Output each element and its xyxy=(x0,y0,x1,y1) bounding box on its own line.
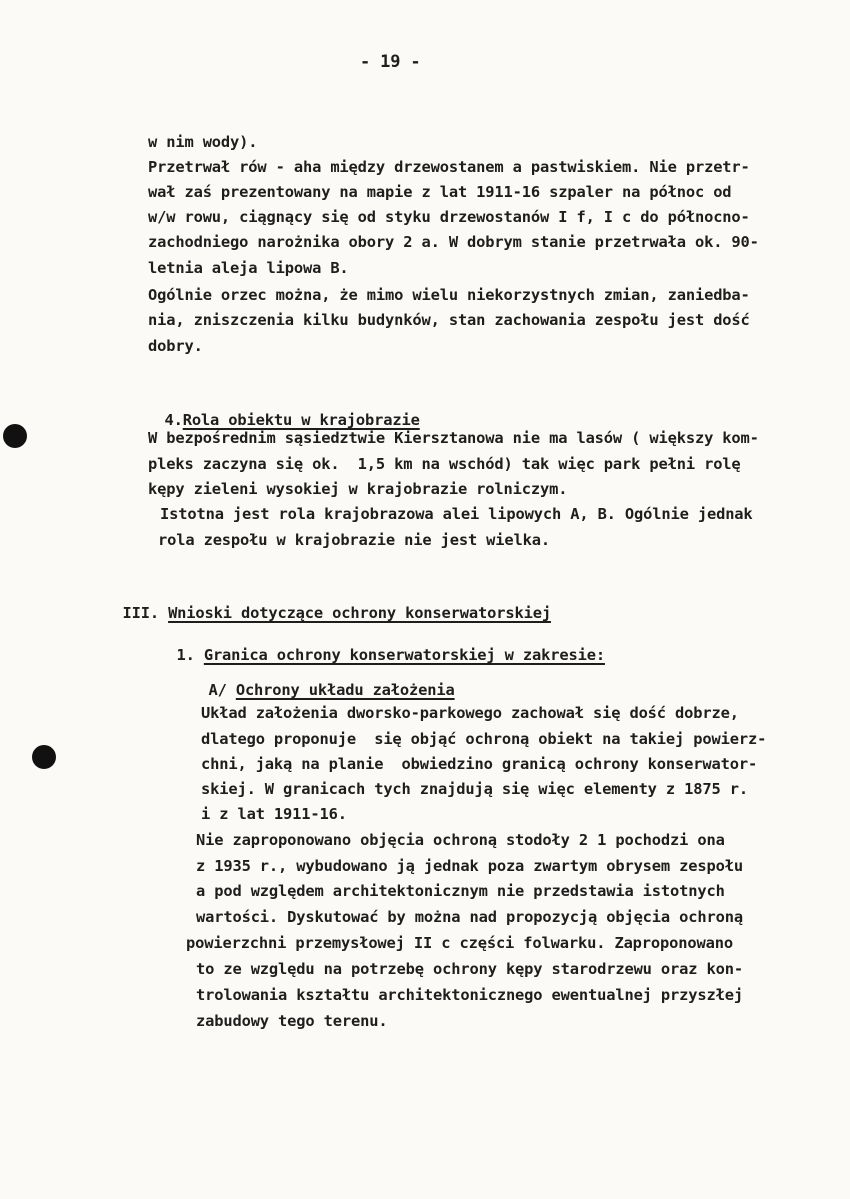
paragraph-line: zachodniego narożnika obory 2 a. W dobrym stanie przetrwała ok. 90- xyxy=(148,233,759,251)
paragraph-line: z 1935 r., wybudowano ją jednak poza zwartym obrysem zespołu xyxy=(196,857,743,875)
paragraph-line: powierzchni przemysłowej II c części folwarku. Zaproponowano xyxy=(186,934,733,952)
paragraph-line: kępy zieleni wysokiej w krajobrazie rolniczym. xyxy=(148,480,568,498)
paragraph-line: Układ założenia dworsko-parkowego zachował się dość dobrze, xyxy=(201,704,739,722)
punch-hole xyxy=(3,424,27,448)
paragraph-line: skiej. W granicach tych znajdują się więc elementy z 1875 r. xyxy=(201,780,748,798)
paragraph-line: letnia aleja lipowa B. xyxy=(148,259,349,277)
paragraph-line: chni, jaką na planie obwiedzino granicą ochrony konserwator- xyxy=(201,755,758,773)
subsection-number: 1. xyxy=(176,646,195,664)
paragraph-line: zabudowy tego terenu. xyxy=(196,1012,388,1030)
paragraph-line: Istotna jest rola krajobrazowa alei lipowych A, B. Ogólnie jednak xyxy=(160,505,753,523)
paragraph-line: pleks zaczyna się ok. 1,5 km na wschód) tak więc park pełni rolę xyxy=(148,455,741,473)
paragraph-line: Ogólnie orzec można, że mimo wielu niekorzystnych zmian, zaniedba- xyxy=(148,286,750,304)
paragraph-line: Nie zaproponowano objęcia ochroną stodoły 2 1 pochodzi ona xyxy=(196,831,725,849)
subsection-title: Granica ochrony konserwatorskiej w zakresie: xyxy=(203,646,605,664)
paragraph-line: dobry. xyxy=(148,337,203,355)
paragraph-line: W bezpośrednim sąsiedztwie Kiersztanowa nie ma lasów ( większy kom- xyxy=(148,429,759,447)
paragraph-line: trolowania kształtu architektonicznego ewentualnej przyszłej xyxy=(196,986,743,1004)
paragraph-line: wał zaś prezentowany na mapie z lat 1911-16 szpaler na północ od xyxy=(148,183,732,201)
paragraph-line: to ze względu na potrzebę ochrony kępy starodrzewu oraz kon- xyxy=(196,960,743,978)
section-title: Wnioski dotyczące ochrony konserwatorskiej xyxy=(168,604,551,622)
paragraph-line: Przetrwał rów - aha między drzewostanem a pastwiskiem. Nie przetr- xyxy=(148,158,750,176)
section-number: III. xyxy=(122,604,159,622)
section-title: Rola obiektu w krajobrazie xyxy=(182,411,420,429)
paragraph-line: nia, zniszczenia kilku budynków, stan zachowania zespołu jest dość xyxy=(148,311,750,329)
page-number: - 19 - xyxy=(360,52,421,72)
paragraph-line: w/w rowu, ciągnący się od styku drzewostanów I f, I c do północno- xyxy=(148,208,750,226)
paragraph-line: wartości. Dyskutować by można nad propozycją objęcia ochroną xyxy=(196,908,743,926)
punch-hole xyxy=(32,745,56,769)
paragraph-line: rola zespołu w krajobrazie nie jest wielka. xyxy=(158,531,550,549)
paragraph-line: a pod względem architektonicznym nie przedstawia istotnych xyxy=(196,882,725,900)
subsection-title: Ochrony układu założenia xyxy=(235,681,455,699)
section-number: 4. xyxy=(164,411,183,429)
paragraph-line: dlatego proponuje się objąć ochroną obiekt na takiej powierz- xyxy=(201,730,767,748)
paragraph-line: w nim wody). xyxy=(148,133,258,151)
paragraph-line: i z lat 1911-16. xyxy=(201,805,347,823)
subsection-number: A/ xyxy=(208,681,227,699)
